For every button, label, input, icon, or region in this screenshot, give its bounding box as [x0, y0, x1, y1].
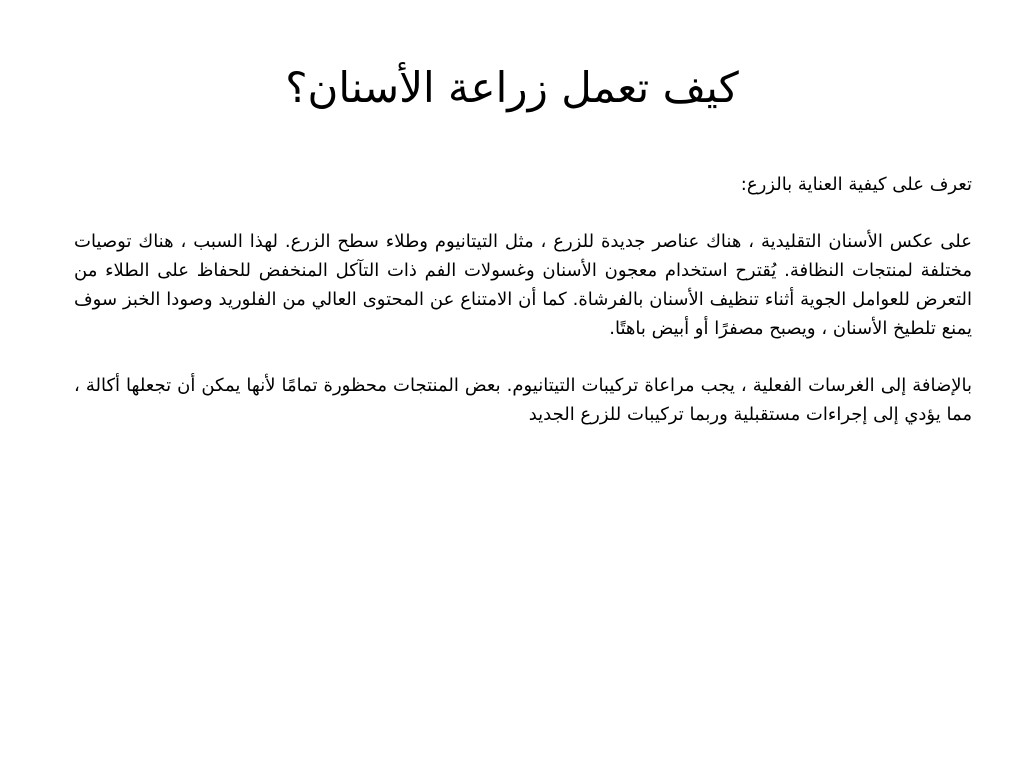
paragraph-care-recommendations: على عكس الأسنان التقليدية ، هناك عناصر جديدة للزرع ، مثل التيتانيوم وطلاء سطح الزرع. لهذا السبب ، هناك توصيات مختلفة لمنتجات النظافة. يُقترح استخدام معجون الأسنان وغسولات الفم ذات التآكل المنخفض للحفاظ على الطلاء من التعرض للعوامل الجوية أثناء تنظيف الأسنان بالفرشاة. كما أن الامتناع عن المحتوى العالي من الفلوريد وصودا الخبز سوف يمنع تلطيخ الأسنان ، ويصبح مصفرًا أو أبيض باهتًا. — [74, 231, 972, 339]
slide-body — [74, 170, 972, 429]
paragraph-titanium-fixtures: بالإضافة إلى الغرسات الفعلية ، يجب مراعاة تركيبات التيتانيوم. بعض المنتجات محظورة تمامًا لأنها يمكن أن تجعلها أكالة ، مما يؤدي إلى إجراءات مستقبلية وربما تركيبات للزرع الجديد — [74, 375, 972, 425]
paragraph-intro: تعرف على كيفية العناية بالزرع: — [740, 174, 972, 195]
slide-title: كيف تعمل زراعة الأسنان؟ — [285, 63, 739, 112]
